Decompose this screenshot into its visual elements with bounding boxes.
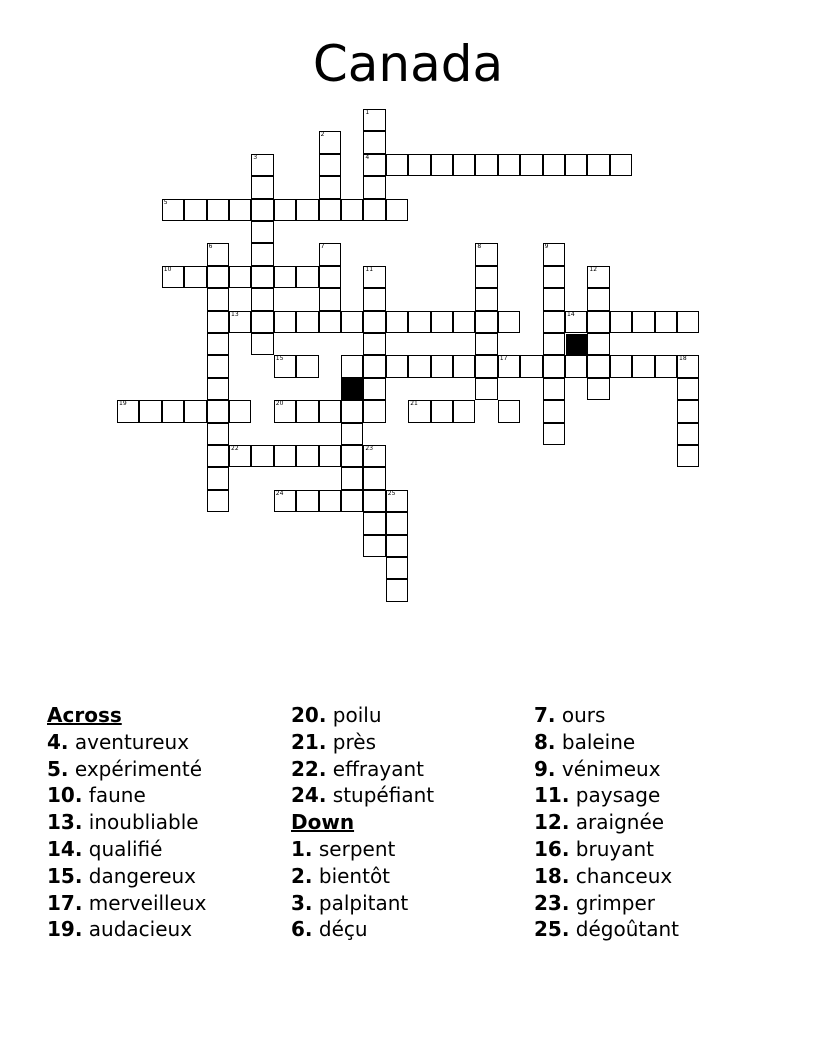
grid-cell[interactable] bbox=[207, 490, 229, 512]
grid-cell[interactable] bbox=[543, 266, 565, 288]
clue-item-text: bruyant bbox=[569, 836, 654, 861]
grid-cell[interactable] bbox=[296, 199, 318, 221]
clue-item-text: paysage bbox=[569, 783, 661, 808]
grid-cell[interactable] bbox=[475, 288, 497, 310]
clue-number: 7 bbox=[320, 243, 325, 251]
grid-cell[interactable] bbox=[543, 154, 565, 176]
grid-cell[interactable] bbox=[319, 131, 341, 153]
clue-number: 6 bbox=[208, 243, 213, 251]
clue-column bbox=[47, 702, 287, 943]
grid-cell[interactable] bbox=[274, 400, 296, 422]
clue-item-text: araignée bbox=[569, 810, 665, 835]
grid-cell[interactable] bbox=[543, 378, 565, 400]
grid-cell[interactable] bbox=[543, 288, 565, 310]
grid-cell[interactable] bbox=[408, 400, 430, 422]
grid-cell[interactable] bbox=[386, 199, 408, 221]
grid-cell[interactable] bbox=[296, 445, 318, 467]
grid-cell[interactable] bbox=[363, 311, 385, 333]
grid-cell[interactable] bbox=[408, 154, 430, 176]
clue-number: 8 bbox=[477, 243, 482, 251]
grid-cell[interactable] bbox=[363, 535, 385, 557]
clue-item-number: 2. bbox=[291, 863, 313, 888]
grid-cell[interactable] bbox=[408, 311, 430, 333]
clue-item bbox=[47, 782, 287, 809]
clue-number: 20 bbox=[275, 400, 284, 408]
black-square bbox=[566, 334, 588, 356]
clue-item bbox=[291, 756, 531, 783]
grid-cell[interactable] bbox=[251, 154, 273, 176]
grid-cell[interactable] bbox=[341, 400, 363, 422]
grid-cell[interactable] bbox=[543, 423, 565, 445]
clue-item-text: poilu bbox=[326, 703, 382, 727]
clue-item bbox=[291, 890, 531, 917]
clue-number: 3 bbox=[253, 153, 258, 161]
grid-cell[interactable] bbox=[632, 311, 654, 333]
grid-cell[interactable] bbox=[363, 512, 385, 534]
grid-cell[interactable] bbox=[207, 288, 229, 310]
clue-item-text: près bbox=[326, 729, 376, 754]
grid-cell[interactable] bbox=[274, 266, 296, 288]
grid-cell[interactable] bbox=[207, 266, 229, 288]
grid-cell[interactable] bbox=[341, 199, 363, 221]
clue-item-number: 14. bbox=[47, 836, 83, 861]
grid-cell[interactable] bbox=[610, 355, 632, 377]
grid-cell[interactable] bbox=[274, 355, 296, 377]
grid-cell[interactable] bbox=[475, 154, 497, 176]
grid-cell[interactable] bbox=[587, 311, 609, 333]
clue-column bbox=[534, 702, 774, 943]
clue-number: 24 bbox=[275, 489, 284, 497]
clue-number: 21 bbox=[410, 400, 418, 408]
clue-number: 19 bbox=[119, 400, 127, 408]
grid-cell[interactable] bbox=[453, 311, 475, 333]
grid-cell[interactable] bbox=[363, 355, 385, 377]
section-heading bbox=[291, 809, 531, 836]
grid-cell[interactable] bbox=[498, 154, 520, 176]
grid-cell[interactable] bbox=[543, 311, 565, 333]
grid-cell[interactable] bbox=[363, 266, 385, 288]
clue-item-number: 8. bbox=[534, 729, 556, 754]
grid-cell[interactable] bbox=[498, 400, 520, 422]
clue-item-text: expérimenté bbox=[68, 756, 203, 781]
grid-cell[interactable] bbox=[386, 535, 408, 557]
clue-number: 5 bbox=[163, 198, 168, 206]
grid-cell[interactable] bbox=[139, 400, 161, 422]
grid-cell[interactable] bbox=[207, 423, 229, 445]
clue-item-text: chanceux bbox=[569, 863, 673, 888]
grid-cell[interactable] bbox=[587, 355, 609, 377]
clue-item-number: 6. bbox=[291, 917, 313, 942]
grid-cell[interactable] bbox=[677, 423, 699, 445]
grid-cell[interactable] bbox=[363, 400, 385, 422]
clue-item bbox=[47, 836, 287, 863]
grid-cell[interactable] bbox=[431, 311, 453, 333]
clue-item bbox=[534, 756, 774, 783]
grid-cell[interactable] bbox=[587, 154, 609, 176]
grid-cell[interactable] bbox=[386, 490, 408, 512]
grid-cell[interactable] bbox=[587, 378, 609, 400]
puzzle-title: Canada bbox=[312, 35, 504, 93]
grid-cell[interactable] bbox=[363, 154, 385, 176]
grid-cell[interactable] bbox=[207, 400, 229, 422]
grid-cell[interactable] bbox=[363, 199, 385, 221]
grid-cell[interactable] bbox=[453, 154, 475, 176]
clue-item bbox=[47, 916, 287, 943]
grid-cell[interactable] bbox=[274, 311, 296, 333]
clue-number: 18 bbox=[679, 355, 687, 363]
grid-cell[interactable] bbox=[453, 355, 475, 377]
clue-item-number: 24. bbox=[291, 783, 327, 808]
clue-item bbox=[291, 863, 531, 890]
grid-cell[interactable] bbox=[341, 311, 363, 333]
clue-item bbox=[534, 729, 774, 756]
grid-cell[interactable] bbox=[498, 355, 520, 377]
grid-cell[interactable] bbox=[319, 154, 341, 176]
clue-item-number: 17. bbox=[47, 890, 83, 915]
clue-item-text: bientôt bbox=[312, 863, 391, 888]
grid-cell[interactable] bbox=[207, 333, 229, 355]
grid-cell[interactable] bbox=[274, 445, 296, 467]
clue-item-text: baleine bbox=[555, 729, 636, 754]
clue-item bbox=[47, 863, 287, 890]
grid-cell[interactable] bbox=[386, 557, 408, 579]
grid-cell[interactable] bbox=[207, 467, 229, 489]
clue-item bbox=[534, 863, 774, 890]
clue-number: 17 bbox=[499, 355, 508, 363]
grid-cell[interactable] bbox=[543, 355, 565, 377]
grid-cell[interactable] bbox=[386, 579, 408, 601]
clue-item bbox=[534, 809, 774, 836]
clue-item-number: 12. bbox=[534, 810, 570, 835]
clue-number: 4 bbox=[365, 153, 370, 161]
grid-cell[interactable] bbox=[587, 288, 609, 310]
clue-item-text: qualifié bbox=[82, 836, 163, 861]
grid-cell[interactable] bbox=[251, 266, 273, 288]
grid-cell[interactable] bbox=[475, 333, 497, 355]
grid-cell[interactable] bbox=[207, 199, 229, 221]
grid-cell[interactable] bbox=[386, 154, 408, 176]
grid-cell[interactable] bbox=[543, 333, 565, 355]
grid-cell[interactable] bbox=[565, 311, 587, 333]
clue-item-number: 23. bbox=[534, 890, 570, 915]
grid-cell[interactable] bbox=[296, 355, 318, 377]
clue-item bbox=[47, 809, 287, 836]
grid-cell[interactable] bbox=[184, 400, 206, 422]
clue-item-number: 13. bbox=[47, 810, 83, 835]
clue-number: 11 bbox=[365, 265, 374, 273]
grid-cell[interactable] bbox=[341, 423, 363, 445]
grid-cell[interactable] bbox=[341, 490, 363, 512]
clue-item bbox=[291, 916, 531, 943]
section-heading bbox=[47, 702, 287, 729]
clue-item bbox=[534, 702, 774, 729]
grid-cell[interactable] bbox=[251, 445, 273, 467]
grid-cell[interactable] bbox=[207, 355, 229, 377]
clue-number: 10 bbox=[163, 265, 172, 273]
clue-item-number: 3. bbox=[291, 890, 313, 915]
clue-item bbox=[291, 836, 531, 863]
clue-item-text: inoubliable bbox=[82, 810, 199, 835]
clue-item bbox=[534, 782, 774, 809]
grid-cell[interactable] bbox=[677, 355, 699, 377]
black-square bbox=[342, 378, 364, 400]
grid-cell[interactable] bbox=[610, 154, 632, 176]
section-heading-label: Down bbox=[291, 810, 355, 835]
grid-cell[interactable] bbox=[319, 400, 341, 422]
grid-cell[interactable] bbox=[229, 266, 251, 288]
grid-cell[interactable] bbox=[363, 378, 385, 400]
clue-item-text: stupéfiant bbox=[326, 783, 435, 808]
grid-cell[interactable] bbox=[251, 288, 273, 310]
grid-cell[interactable] bbox=[251, 221, 273, 243]
grid-cell[interactable] bbox=[207, 378, 229, 400]
clue-number: 15 bbox=[275, 355, 284, 363]
grid-cell[interactable] bbox=[184, 266, 206, 288]
clue-item-text: dégoûtant bbox=[569, 917, 680, 942]
grid-cell[interactable] bbox=[229, 400, 251, 422]
clue-item-number: 21. bbox=[291, 729, 327, 754]
grid-cell[interactable] bbox=[296, 490, 318, 512]
grid-cell[interactable] bbox=[655, 355, 677, 377]
clue-item bbox=[534, 890, 774, 917]
clue-item-number: 20. bbox=[291, 703, 327, 727]
clue-item-text: ours bbox=[555, 703, 606, 727]
grid-cell[interactable] bbox=[229, 445, 251, 467]
grid-cell[interactable] bbox=[251, 176, 273, 198]
grid-cell[interactable] bbox=[296, 311, 318, 333]
grid-cell[interactable] bbox=[117, 400, 139, 422]
clue-item-text: vénimeux bbox=[555, 756, 661, 781]
clue-item bbox=[291, 702, 531, 729]
clue-item-number: 25. bbox=[534, 917, 570, 942]
grid-cell[interactable] bbox=[251, 333, 273, 355]
grid-cell[interactable] bbox=[162, 400, 184, 422]
clue-item-text: merveilleux bbox=[82, 890, 207, 915]
clue-number: 12 bbox=[589, 265, 598, 273]
clue-item bbox=[291, 729, 531, 756]
clue-item-text: palpitant bbox=[312, 890, 409, 915]
clue-item bbox=[534, 916, 774, 943]
clue-number: 13 bbox=[231, 310, 239, 318]
grid-cell[interactable] bbox=[319, 288, 341, 310]
clue-item-text: grimper bbox=[569, 890, 655, 915]
grid-cell[interactable] bbox=[251, 199, 273, 221]
clue-item-number: 18. bbox=[534, 863, 570, 888]
grid-cell[interactable] bbox=[319, 445, 341, 467]
grid-cell[interactable] bbox=[251, 311, 273, 333]
clue-item-number: 7. bbox=[534, 703, 556, 727]
grid-cell[interactable] bbox=[543, 400, 565, 422]
grid-cell[interactable] bbox=[475, 355, 497, 377]
grid-cell[interactable] bbox=[207, 445, 229, 467]
grid-cell[interactable] bbox=[162, 199, 184, 221]
clue-number: 2 bbox=[320, 131, 325, 139]
grid-cell[interactable] bbox=[162, 266, 184, 288]
grid-cell[interactable] bbox=[408, 355, 430, 377]
grid-cell[interactable] bbox=[319, 176, 341, 198]
grid-cell[interactable] bbox=[341, 445, 363, 467]
clue-item-number: 22. bbox=[291, 756, 327, 781]
clue-item-text: serpent bbox=[312, 836, 396, 861]
grid-cell[interactable] bbox=[363, 490, 385, 512]
clue-item-number: 1. bbox=[291, 836, 313, 861]
clue-number: 25 bbox=[387, 489, 396, 497]
clue-item bbox=[47, 729, 287, 756]
clue-item bbox=[47, 890, 287, 917]
clue-item bbox=[534, 836, 774, 863]
clue-item-text: effrayant bbox=[326, 756, 424, 781]
clue-item bbox=[291, 782, 531, 809]
clue-item-number: 10. bbox=[47, 783, 83, 808]
clue-item-number: 4. bbox=[47, 729, 69, 754]
grid-cell[interactable] bbox=[587, 333, 609, 355]
grid-cell[interactable] bbox=[565, 355, 587, 377]
grid-cell[interactable] bbox=[677, 378, 699, 400]
clue-number: 9 bbox=[544, 243, 549, 251]
grid-cell[interactable] bbox=[363, 288, 385, 310]
grid-cell[interactable] bbox=[363, 109, 385, 131]
section-heading-label: Across bbox=[47, 703, 122, 727]
grid-cell[interactable] bbox=[677, 445, 699, 467]
grid-cell[interactable] bbox=[677, 400, 699, 422]
clue-column bbox=[291, 702, 531, 943]
clue-item-number: 15. bbox=[47, 863, 83, 888]
clue-item-number: 5. bbox=[47, 756, 69, 781]
grid-cell[interactable] bbox=[207, 243, 229, 265]
grid-cell[interactable] bbox=[632, 355, 654, 377]
grid-cell[interactable] bbox=[520, 154, 542, 176]
clue-number: 1 bbox=[365, 109, 370, 116]
clue-item-number: 19. bbox=[47, 917, 83, 942]
clue-item-text: aventureux bbox=[68, 729, 190, 754]
grid-cell[interactable] bbox=[319, 311, 341, 333]
grid-cell[interactable] bbox=[363, 176, 385, 198]
grid-cell[interactable] bbox=[543, 243, 565, 265]
grid-cell[interactable] bbox=[475, 243, 497, 265]
clue-item bbox=[47, 756, 287, 783]
clue-item-number: 11. bbox=[534, 783, 570, 808]
grid-cell[interactable] bbox=[475, 311, 497, 333]
grid-cell[interactable] bbox=[319, 243, 341, 265]
clue-item-number: 9. bbox=[534, 756, 556, 781]
grid-cell[interactable] bbox=[296, 266, 318, 288]
grid-cell[interactable] bbox=[565, 154, 587, 176]
grid-cell[interactable] bbox=[453, 400, 475, 422]
grid-cell[interactable] bbox=[229, 311, 251, 333]
clue-item-text: faune bbox=[82, 783, 146, 808]
clue-number: 14 bbox=[567, 310, 575, 318]
clue-number: 22 bbox=[231, 445, 239, 452]
grid-cell[interactable] bbox=[498, 311, 520, 333]
grid-cell[interactable] bbox=[319, 490, 341, 512]
grid-cell[interactable] bbox=[229, 199, 251, 221]
grid-cell[interactable] bbox=[363, 467, 385, 489]
grid-cell[interactable] bbox=[520, 355, 542, 377]
grid-cell[interactable] bbox=[341, 467, 363, 489]
grid-cell[interactable] bbox=[184, 199, 206, 221]
grid-cell[interactable] bbox=[587, 266, 609, 288]
grid-cell[interactable] bbox=[475, 266, 497, 288]
clue-item-text: audacieux bbox=[82, 917, 193, 942]
grid-cell[interactable] bbox=[386, 355, 408, 377]
grid-cell[interactable] bbox=[251, 243, 273, 265]
grid-cell[interactable] bbox=[677, 311, 699, 333]
grid-cell[interactable] bbox=[363, 445, 385, 467]
grid-cell[interactable] bbox=[319, 199, 341, 221]
grid-cell[interactable] bbox=[386, 512, 408, 534]
clue-number: 23 bbox=[365, 445, 374, 452]
grid-cell[interactable] bbox=[363, 333, 385, 355]
grid-cell[interactable] bbox=[296, 400, 318, 422]
grid-cell[interactable] bbox=[431, 154, 453, 176]
clue-item-number: 16. bbox=[534, 836, 570, 861]
grid-cell[interactable] bbox=[363, 131, 385, 153]
grid-cell[interactable] bbox=[431, 355, 453, 377]
clue-item-text: déçu bbox=[312, 917, 368, 942]
grid-cell[interactable] bbox=[431, 400, 453, 422]
grid-cell[interactable] bbox=[319, 266, 341, 288]
grid-cell[interactable] bbox=[610, 311, 632, 333]
grid-cell[interactable] bbox=[386, 311, 408, 333]
grid-cell[interactable] bbox=[655, 311, 677, 333]
grid-cell[interactable] bbox=[341, 355, 363, 377]
grid-cell[interactable] bbox=[274, 490, 296, 512]
grid-cell[interactable] bbox=[475, 378, 497, 400]
grid-cell[interactable] bbox=[274, 199, 296, 221]
grid-cell[interactable] bbox=[207, 311, 229, 333]
clue-item-text: dangereux bbox=[82, 863, 197, 888]
